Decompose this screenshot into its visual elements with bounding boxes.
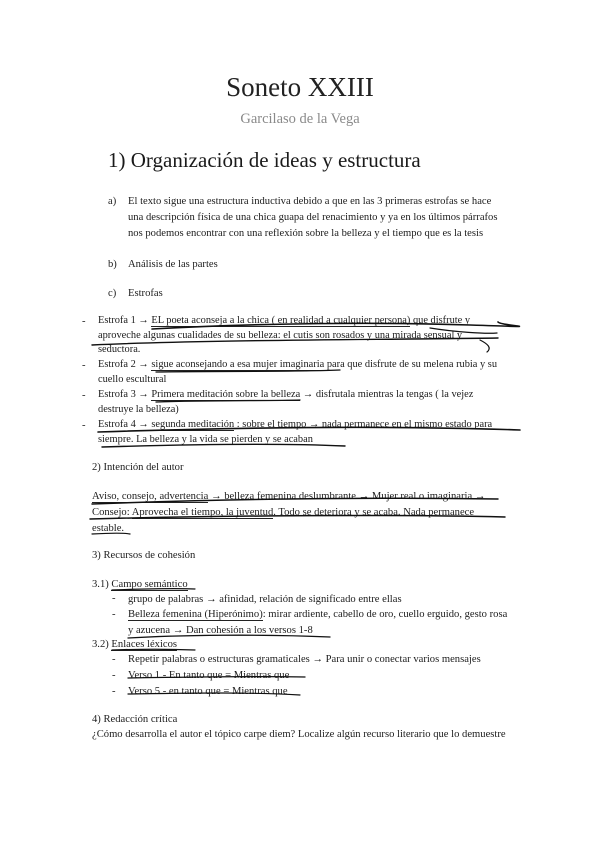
estrofa-2 bbox=[98, 358, 598, 387]
estrofa-4-line-2: siempre. La belleza y la vida se pierden y se acaban bbox=[98, 433, 313, 445]
estrofa-2-line-1: Estrofa 2 → sigue aconsejando a esa mujer imaginaria para que disfrute de su melena rubia y su bbox=[98, 359, 498, 370]
redaccion-question: ¿Cómo desarrolla el autor el tópico carpe diem? Localize algún recurso literario que lo demuestre bbox=[92, 729, 506, 740]
bullet-dash: - bbox=[112, 593, 116, 604]
intencion-line-3: estable. bbox=[92, 523, 125, 534]
list-item-a-line: El texto sigue una estructura inductiva debido a que en las 3 primeras estrofas se hace bbox=[128, 196, 492, 207]
bullet-dash: - bbox=[82, 390, 86, 401]
estrofa-1-line-2: aproveche algunas cualidades de su belleza: el cutis son rosados y una mirada sensual y bbox=[98, 329, 463, 341]
section-heading-redaccion: 4) Redacción crítica bbox=[92, 714, 178, 725]
campo-semantico-label: Campo semántico bbox=[111, 579, 188, 590]
enlaces-item-3: Verso 5 - en tanto que = Mientras que bbox=[128, 686, 288, 697]
estrofa-3-line-2: destruye la belleza) bbox=[98, 403, 179, 415]
estrofa-1-line-3: seductora. bbox=[98, 344, 141, 355]
list-marker-b: b) bbox=[108, 259, 117, 270]
section-heading-intencion: 2) Intención del autor bbox=[92, 462, 184, 473]
estrofa-1-underlined: EL poeta aconseja a la chica ( en realidad a cualquier persona) bbox=[151, 315, 411, 326]
campo-item-1: grupo de palabras → afinidad, relación de significado entre ellas bbox=[128, 594, 402, 605]
estrofa-4-line-1: Estrofa 4 → segunda meditación : sobre el tiempo → nada permanece en el mismo estado para bbox=[98, 419, 493, 430]
list-item-a-line: una descripción física de una chica guapa del renacimiento y ya en los últimos párrafos bbox=[128, 212, 498, 223]
section-heading-organizacion: 1) Organización de ideas y estructura bbox=[108, 148, 421, 172]
list-marker-c: c) bbox=[108, 288, 117, 299]
section-heading-cohesion: 3) Recursos de cohesión bbox=[92, 550, 196, 561]
list-item-a bbox=[128, 194, 598, 242]
intencion-line-1: Aviso, consejo, advertencia → belleza femenina deslumbrante → Mujer real o imaginaria → bbox=[92, 491, 486, 502]
campo-item-2: Belleza femenina (Hiperónimo): mirar ardiente, cabello de oro, cuello erguido, gesto rosa y azucena → Dan cohesión a los versos 1-8 bbox=[128, 609, 508, 636]
document-title: Soneto XXIII bbox=[226, 72, 374, 102]
list-item-b: Análisis de las partes bbox=[128, 259, 218, 270]
bullet-dash: - bbox=[82, 360, 86, 371]
intencion-line-2: Consejo: Aprovecha el tiempo, la juventud. Todo se deteriora y se acaba. Nada permanece bbox=[92, 507, 475, 518]
estrofa-3 bbox=[98, 388, 598, 417]
estrofa-4 bbox=[98, 418, 598, 447]
subsection-enlaces-lexicos: 3.2) Enlaces léxicos bbox=[92, 639, 178, 650]
intencion-underlined-1: Aviso, consejo, advertencia bbox=[92, 491, 209, 502]
document-subtitle: Garcilaso de la Vega bbox=[240, 111, 360, 127]
enlaces-item-2: Verso 1 - En tanto que = Mientras que bbox=[128, 670, 290, 681]
bullet-dash: - bbox=[112, 654, 116, 665]
bullet-dash: - bbox=[82, 316, 86, 327]
bullet-dash: - bbox=[82, 420, 86, 431]
list-item-a-line: nos podemos encontrar con una reflexión sobre la belleza y el tiempo que es la tesis bbox=[128, 228, 484, 239]
intencion-text bbox=[92, 489, 597, 537]
subsection-campo-semantico: 3.1) Campo semántico bbox=[92, 579, 188, 590]
estrofa-3-line-1: Estrofa 3 → Primera meditación sobre la belleza → disfrutala mientras la tengas ( la vejez bbox=[98, 389, 474, 400]
bullet-dash: - bbox=[112, 609, 116, 620]
enlaces-lexicos-label: Enlaces léxicos bbox=[111, 639, 178, 650]
bullet-dash: - bbox=[112, 686, 116, 697]
belleza-femenina-label: Belleza femenina (Hiperónimo) bbox=[128, 609, 263, 620]
bullet-dash: - bbox=[112, 670, 116, 681]
list-marker-a: a) bbox=[108, 196, 117, 207]
estrofa-1-line-1: Estrofa 1 → EL poeta aconseja a la chica ( en realidad a cualquier persona) que disfrute y bbox=[98, 315, 471, 326]
intencion-underlined-2: Aprovecha el tiempo, la juventud bbox=[131, 507, 274, 518]
estrofa-4-underlined: segunda meditación bbox=[151, 419, 235, 430]
enlaces-item-1: Repetir palabras o estructuras gramaticales → Para unir o conectar varios mensajes bbox=[128, 654, 481, 665]
estrofa-2-underlined: sigue aconsejando a esa mujer imaginaria bbox=[151, 359, 325, 370]
estrofa-3-underlined: Primera meditación sobre la belleza bbox=[151, 389, 301, 400]
estrofa-2-line-2: cuello escultural bbox=[98, 373, 167, 385]
list-item-c: Estrofas bbox=[128, 288, 163, 299]
estrofa-1 bbox=[98, 314, 598, 358]
